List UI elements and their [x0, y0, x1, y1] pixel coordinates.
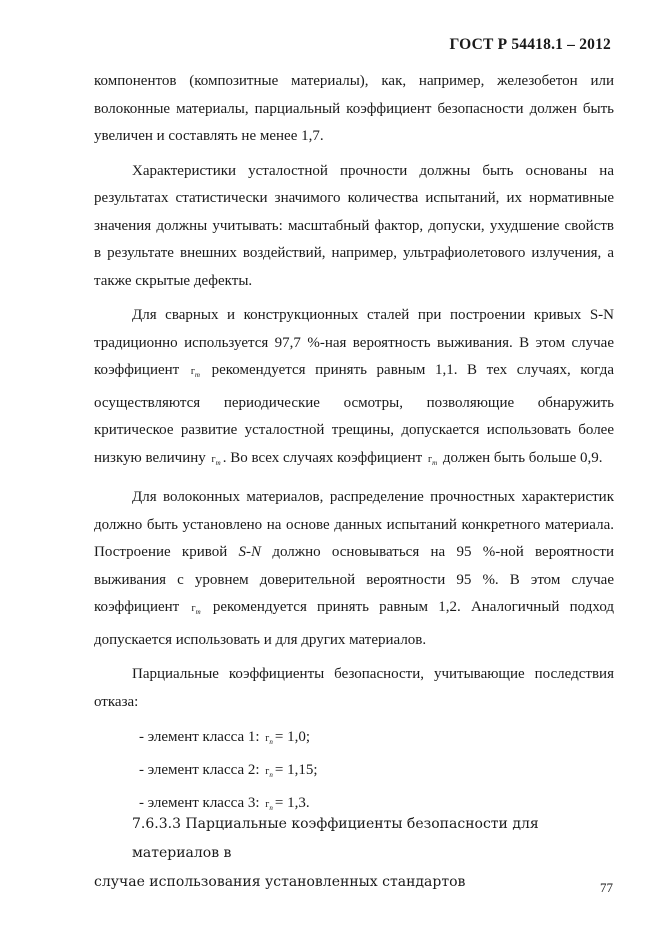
list-item: - элемент класса 3: $г_n = 1,3$. [139, 795, 310, 812]
sn-curve-term: S-N [238, 544, 262, 560]
gamma-m-symbol: $г_m$ [427, 453, 438, 467]
gamma-n-symbol: $г_n$ [265, 799, 273, 812]
gamma-n-symbol: $г_n$ [265, 733, 273, 746]
paragraph-3-text-c: . Во всех случаях коэффициент [222, 449, 423, 466]
paragraph-3-text-a: Для сварных и конструкционных сталей при построении кривых S-N традиционно используется 97,7 %-ная вероятность выживания. В этом случае коэффициент [94, 307, 614, 378]
paragraph-4-text-a: Для волоконных материалов, распределение прочностных характеристик должно быть установлено на основе данных испытаний конкретного материала. Построение кривой [94, 489, 614, 560]
section-heading-line-2: случае использования установленных стандартов [94, 874, 466, 890]
paragraph-2: Характеристики усталостной прочности должны быть основаны на результатах статистически значимого количества испытаний, их нормативные значения должны учитывать: масштабный фактор, допуски, ухудшение свойств в результате внешних воздействий, например, ультрафиолетового излучения, а также скрытые дефекты. [94, 162, 614, 289]
consequence-class-list [94, 723, 614, 822]
page-number: 77 [600, 880, 613, 895]
gamma-n-symbol: $г_n$ [265, 766, 273, 779]
paragraph-4-text-c: рекомендуется принять равным 1,2. Аналогичный подход допускается использовать и для других материалов. [94, 599, 615, 648]
section-heading-line-1: 7.6.3.3 Парциальные коэффициенты безопасности для материалов в [132, 816, 539, 861]
paragraph-1: компонентов (композитные материалы), как, например, железобетон или волоконные материалы, парциальный коэффициент безопасности должен быть увеличен и составлять не менее 1,7. [94, 73, 614, 144]
section-heading [94, 810, 614, 897]
paragraph-3 [94, 302, 614, 477]
gamma-m-symbol: $г_m$ [211, 453, 221, 467]
paragraph-3-text-b: рекомендуется принять равным 1,1. В тех случаях, когда осуществляются периодические осмотры, позволяющие обнаружить критическое развитие усталостной трещины, допускается использовать более низкую величину [94, 362, 614, 466]
gamma-m-symbol: $г_m$ [191, 603, 201, 616]
paragraph-5: Парциальные коэффициенты безопасности, учитывающие последствия отказа: [94, 666, 614, 710]
document-code-header: ГОСТ Р 54418.1 – 2012 [449, 36, 611, 53]
gamma-m-symbol: $г_m$ [190, 366, 200, 379]
list-item: - элемент класса 1: $г_n = 1,0$; [139, 729, 311, 746]
paragraph-3-text-d: должен быть больше 0,9. [442, 449, 603, 466]
paragraph-4-text-b: должно основываться на 95 %-ной вероятности выживания с уровнем доверительной вероятности 95 %. В этом случае коэффициент [94, 544, 614, 615]
paragraph-4 [94, 484, 614, 654]
list-item: - элемент класса 2: $г_n = 1,15$; [139, 762, 318, 779]
body-text [94, 68, 614, 822]
